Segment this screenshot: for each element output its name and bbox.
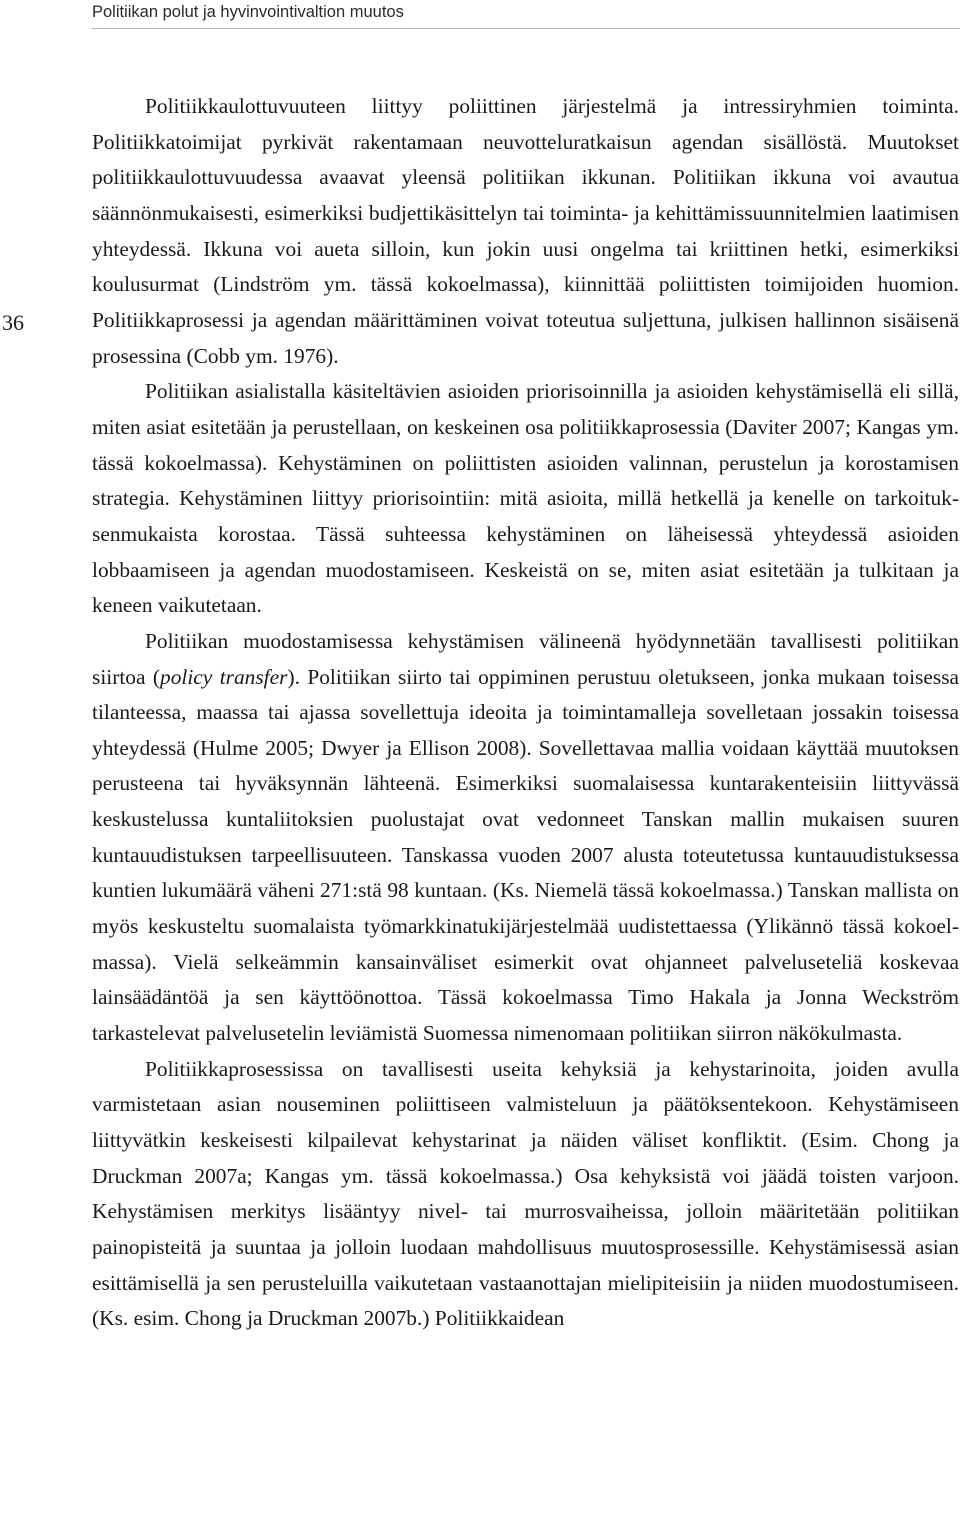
paragraph: Politiikkaulottuvuuteen liittyy poliittinen järjestelmä ja intressiryhmien toiminta. Politiikkatoimijat pyrkivät rakentamaan neuvotteluratkaisun agendan sisällöstä. Muutokset politiikkaulottuvuudessa avaavat yleensä politiikan ikkunan. Politiikan ikkuna voi avautua säännönmukaisesti, esimerkiksi budjettikäsittelyn tai toiminta- ja kehittämissuunnitelmien laatimisen yhteydessä. Ikkuna voi aueta silloin, kun jokin uusi ongelma tai kriittinen hetki, esimerkiksi koulusurmat (Lindström ym. tässä kokoelmassa), kiinnittää poliittisten toimijoiden huomion. Politiikkaprosessi ja agendan määrittäminen voivat toteutua suljettuna, julkisen hallinnon sisäisenä prosessina (Cobb ym. 1976). (92, 94, 959, 368)
body-text (92, 89, 959, 1337)
paragraph (92, 624, 959, 1052)
running-header (92, 0, 960, 29)
emphasized-term: policy transfer (160, 664, 288, 689)
page-number: 36 (2, 310, 24, 335)
paragraph-text: Politiikan muodostamisessa kehystämisen välineenä hyödynnetään tavallisesti politiikan siirtoa ( (92, 628, 959, 689)
paragraph-text: ). Politiikan siirto tai oppiminen perustuu oletukseen, jonka mukaan toisessa tilanteessa, maassa tai ajassa sovellettuja ideoita ja toimintamalleja sovelletaan jossakin toisessa yhteydessä (Hulme 2005; Dwyer ja Ellison 2008). Sovellettavaa mallia voidaan käyttää muutoksen perusteena tai hyväksynnän lähteenä. Esimerkiksi suomalaisessa kuntarakenteisiin liittyvässä keskustelussa kuntaliitoksien puolustajat ovat vedonneet Tanskan mallin mukaisen suuren kuntauudistuksen tarpeellisuuteen. Tanskassa vuoden 2007 alusta toteutetussa kuntauudistuksessa kuntien lukumäärä väheni 271:stä 98 kuntaan. (Ks. Niemelä tässä kokoelmassa.) Tanskan mallista on myös keskusteltu suomalaista työmarkkinatukijärjestelmää uudistettaessa (Ylikännö tässä kokoelmassa). Vielä selkeämmin kansainväliset esimerkit ovat ohjanneet palveluseteliä koskevaa lainsäädäntöä ja sen käyttöönottoa. Tässä kokoelmassa Timo Hakala ja Jonna Weckström tarkastelevat palvelusetelin leviämistä Suomessa nimenomaan politiikan siirron näkökulmasta. (92, 664, 960, 1046)
paragraph: Politiikan asialistalla käsiteltävien asioiden priorisoinnilla ja asioiden kehystämisellä eli sillä, miten asiat esitetään ja perustellaan, on keskeinen osa politiikkaprosessia (Daviter 2007; Kangas ym. tässä kokoelmassa). Kehystäminen on poliittisten asioiden valinnan, perustelun ja korostamisen strategia. Kehystäminen liittyy priorisointiin: mitä asioita, millä hetkellä ja kenelle on tarkoituksenmukaista korostaa. Tässä suhteessa kehystäminen on läheisessä yhteydessä asioiden lobbaamiseen ja agendan muodostamiseen. Keskeistä on se, miten asiat esitetään ja tulkitaan ja keneen vaikutetaan. (92, 379, 959, 618)
running-title: Politiikan polut ja hyvinvointivaltion muutos (92, 3, 404, 21)
paragraph: Politiikkaprosessissa on tavallisesti useita kehyksiä ja kehystarinoita, joiden avulla varmistetaan asian nouseminen poliittiseen valmisteluun ja päätöksentekoon. Kehystämiseen liittyvätkin keskeisesti kilpailevat kehystarinat ja näiden väliset konfliktit. (Esim. Chong ja Druckman 2007a; Kangas ym. tässä kokoelmassa.) Osa kehyksistä voi jäädä toisten varjoon. Kehystämisen merkitys lisääntyy nivel- tai murrosvaiheissa, jolloin määritetään politiikan painopisteitä ja suuntaa ja jolloin luodaan mahdollisuus muutosprosessille. Kehystämisessä asian esittämisellä ja sen perusteluilla vaikutetaan vastaanottajan mielipiteisiin ja niiden muodostumiseen. (Ks. esim. Chong ja Druckman 2007b.) Politiikkaidean (92, 1056, 959, 1331)
